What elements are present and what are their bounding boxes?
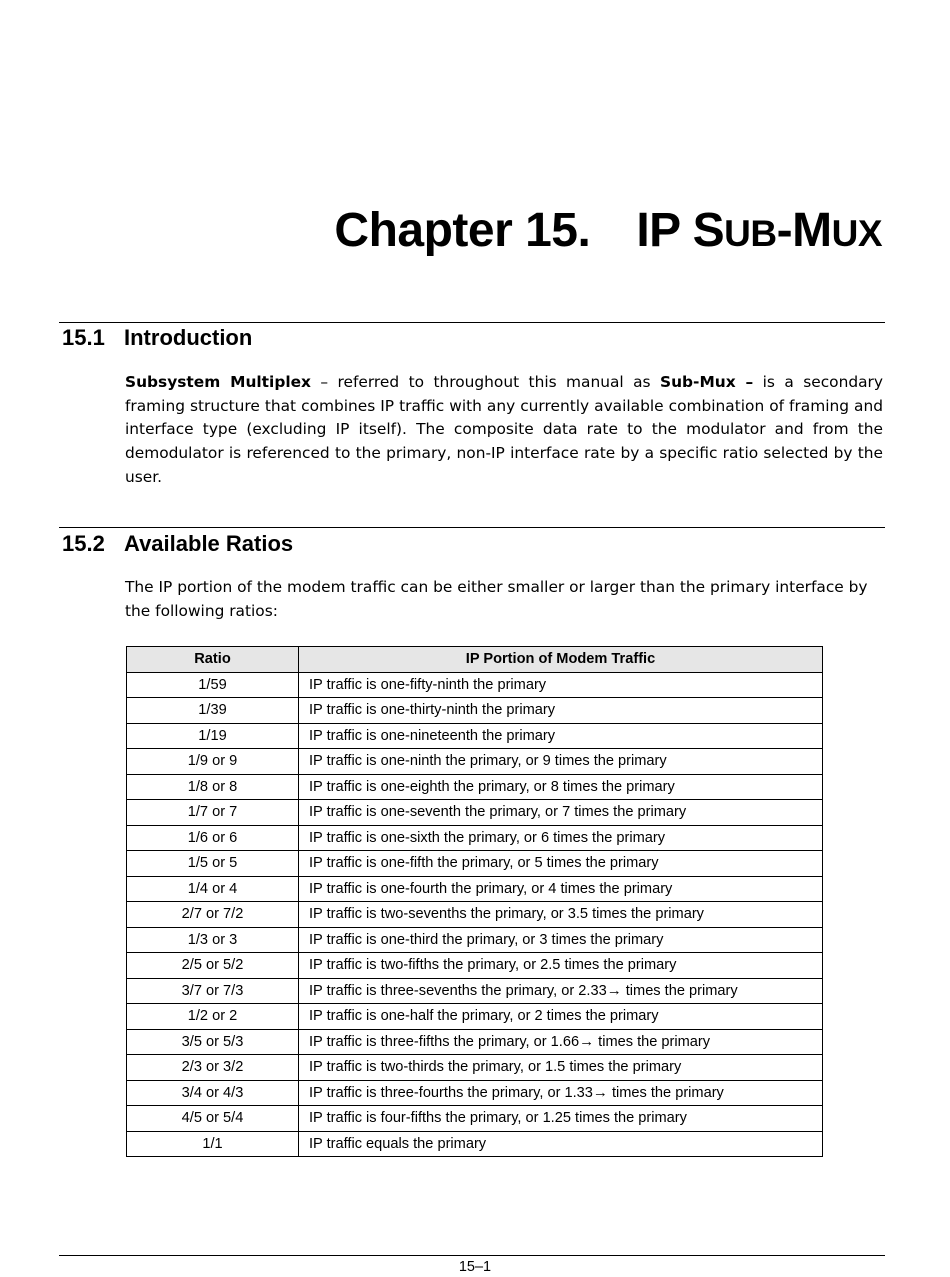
right-arrow-icon: → xyxy=(592,1084,608,1102)
chapter-name-ux: UX xyxy=(831,213,882,254)
ip-portion-cell xyxy=(299,774,823,800)
ip-portion-text: IP traffic is three-fourths the primary, or 1.33 xyxy=(309,1085,593,1102)
chapter-name-ub: UB xyxy=(724,213,777,254)
section-1-rule xyxy=(59,322,885,323)
ip-portion-cell xyxy=(299,902,823,928)
ip-portion-text: IP traffic is one-fourth the primary, or 4 times the primary xyxy=(309,880,673,897)
section-2-title: Available Ratios xyxy=(124,531,294,556)
ip-portion-cell xyxy=(299,851,823,877)
ratio-cell: 2/5 or 5/2 xyxy=(127,953,299,979)
table-row xyxy=(127,825,823,851)
table-row xyxy=(127,1055,823,1081)
chapter-label: Chapter 15. xyxy=(334,204,591,257)
table-row xyxy=(127,672,823,698)
table-row xyxy=(127,851,823,877)
ip-portion-text: IP traffic is one-third the primary, or 3 times the primary xyxy=(309,931,664,948)
header-ratio: Ratio xyxy=(127,647,299,673)
ip-portion-text: IP traffic is two-thirds the primary, or 1.5 times the primary xyxy=(309,1059,682,1076)
ip-portion-cell xyxy=(299,825,823,851)
ip-portion-cell xyxy=(299,800,823,826)
right-arrow-icon: → xyxy=(579,1033,595,1051)
intro-text-1: – referred to throughout this manual as xyxy=(310,373,660,391)
table-row xyxy=(127,698,823,724)
section-1-heading xyxy=(62,325,252,351)
section-2-number: 15.2 xyxy=(62,531,105,556)
ip-portion-cell xyxy=(299,723,823,749)
chapter-name-dash-m: -M xyxy=(776,204,832,257)
section-2-paragraph: The IP portion of the modem traffic can be either smaller or larger than the primary interface by the following ratios: xyxy=(125,578,868,620)
table-row xyxy=(127,774,823,800)
chapter-name-s: S xyxy=(692,204,725,257)
ip-portion-text: IP traffic is one-eighth the primary, or 8 times the primary xyxy=(309,778,675,795)
ratio-cell: 1/39 xyxy=(127,698,299,724)
table-row xyxy=(127,978,823,1004)
page-number: 15–1 xyxy=(458,1259,492,1275)
section-1-title: Introduction xyxy=(124,325,253,350)
ip-portion-cell xyxy=(299,1131,823,1157)
ip-portion-cell xyxy=(299,978,823,1004)
ip-portion-text: IP traffic is two-sevenths the primary, or 3.5 times the primary xyxy=(309,906,704,923)
ip-portion-text: IP traffic is two-fifths the primary, or 2.5 times the primary xyxy=(309,957,677,974)
ip-portion-text: IP traffic is three-sevenths the primary, or 2.33 xyxy=(309,983,607,1000)
ip-portion-text: IP traffic equals the primary xyxy=(309,1135,487,1152)
ratio-cell: 1/59 xyxy=(127,672,299,698)
ip-portion-text: IP traffic is one-thirty-ninth the primary xyxy=(309,702,556,719)
ip-portion-text: IP traffic is four-fifths the primary, or 1.25 times the primary xyxy=(309,1110,687,1127)
table-row xyxy=(127,1004,823,1030)
ratio-cell: 3/4 or 4/3 xyxy=(127,1080,299,1106)
table-row xyxy=(127,1029,823,1055)
ratio-cell: 1/5 or 5 xyxy=(127,851,299,877)
table-row xyxy=(127,1131,823,1157)
ratio-cell: 1/2 or 2 xyxy=(127,1004,299,1030)
ratio-cell: 2/7 or 7/2 xyxy=(127,902,299,928)
table-row xyxy=(127,876,823,902)
table-row xyxy=(127,749,823,775)
ip-portion-cell xyxy=(299,876,823,902)
ip-portion-text-tail: times the primary xyxy=(621,983,738,1000)
ip-portion-text: IP traffic is one-sixth the primary, or 6 times the primary xyxy=(309,829,666,846)
ratio-cell: 3/5 or 5/3 xyxy=(127,1029,299,1055)
ip-portion-text-tail: times the primary xyxy=(607,1085,724,1102)
ip-portion-text: IP traffic is one-half the primary, or 2 times the primary xyxy=(309,1008,659,1025)
ratio-cell: 1/7 or 7 xyxy=(127,800,299,826)
section-1-number: 15.1 xyxy=(62,325,105,350)
ip-portion-text-tail: times the primary xyxy=(594,1034,711,1051)
ip-portion-text: IP traffic is one-fifty-ninth the primary xyxy=(309,676,547,693)
ratio-cell: 2/3 or 3/2 xyxy=(127,1055,299,1081)
ip-portion-cell xyxy=(299,1106,823,1132)
ip-portion-cell xyxy=(299,1080,823,1106)
ratio-cell: 1/3 or 3 xyxy=(127,927,299,953)
ip-portion-cell xyxy=(299,1004,823,1030)
ip-portion-cell xyxy=(299,698,823,724)
term-subsystem-multiplex: Subsystem Multiplex xyxy=(125,373,311,391)
footer-rule xyxy=(59,1255,885,1256)
ratio-cell: 1/9 or 9 xyxy=(127,749,299,775)
ratios-table xyxy=(126,646,823,1157)
section-2-heading xyxy=(62,531,293,557)
term-sub-mux: Sub-Mux – xyxy=(660,373,754,391)
ip-portion-text: IP traffic is one-seventh the primary, or 7 times the primary xyxy=(309,804,687,821)
section-1-paragraph xyxy=(125,371,883,490)
ip-portion-cell xyxy=(299,672,823,698)
ip-portion-text: IP traffic is one-ninth the primary, or 9 times the primary xyxy=(309,753,667,770)
chapter-title xyxy=(334,203,882,258)
ratio-cell: 1/4 or 4 xyxy=(127,876,299,902)
ratios-table-body xyxy=(127,672,823,1157)
ip-portion-text: IP traffic is one-nineteenth the primary xyxy=(309,727,556,744)
intro-text-2: is a secondary framing structure that combines IP traffic with any currently available combination of framing and interface type (excluding IP itself). The composite data rate to the modulator and from the demodulator is referenced to the primary, non-IP interface rate by a specific ratio selected by the user. xyxy=(125,373,883,486)
chapter-name-ip: IP xyxy=(636,204,693,257)
table-row xyxy=(127,953,823,979)
ratio-cell: 1/1 xyxy=(127,1131,299,1157)
ratio-cell: 3/7 or 7/3 xyxy=(127,978,299,1004)
ip-portion-cell xyxy=(299,953,823,979)
ratio-cell: 1/8 or 8 xyxy=(127,774,299,800)
table-row xyxy=(127,1106,823,1132)
ratio-cell: 1/6 or 6 xyxy=(127,825,299,851)
table-row xyxy=(127,927,823,953)
ip-portion-text: IP traffic is three-fifths the primary, or 1.66 xyxy=(309,1034,580,1051)
table-row xyxy=(127,723,823,749)
right-arrow-icon: → xyxy=(606,982,622,1000)
table-row xyxy=(127,902,823,928)
ip-portion-cell xyxy=(299,1055,823,1081)
section-2-rule xyxy=(59,527,885,528)
header-ip-portion: IP Portion of Modem Traffic xyxy=(299,647,823,673)
ratio-cell: 4/5 or 5/4 xyxy=(127,1106,299,1132)
ip-portion-cell xyxy=(299,1029,823,1055)
ip-portion-cell xyxy=(299,749,823,775)
ip-portion-cell xyxy=(299,927,823,953)
table-row xyxy=(127,800,823,826)
table-row xyxy=(127,1080,823,1106)
ip-portion-text: IP traffic is one-fifth the primary, or 5 times the primary xyxy=(309,855,659,872)
ratio-cell: 1/19 xyxy=(127,723,299,749)
table-header-row xyxy=(127,647,823,673)
